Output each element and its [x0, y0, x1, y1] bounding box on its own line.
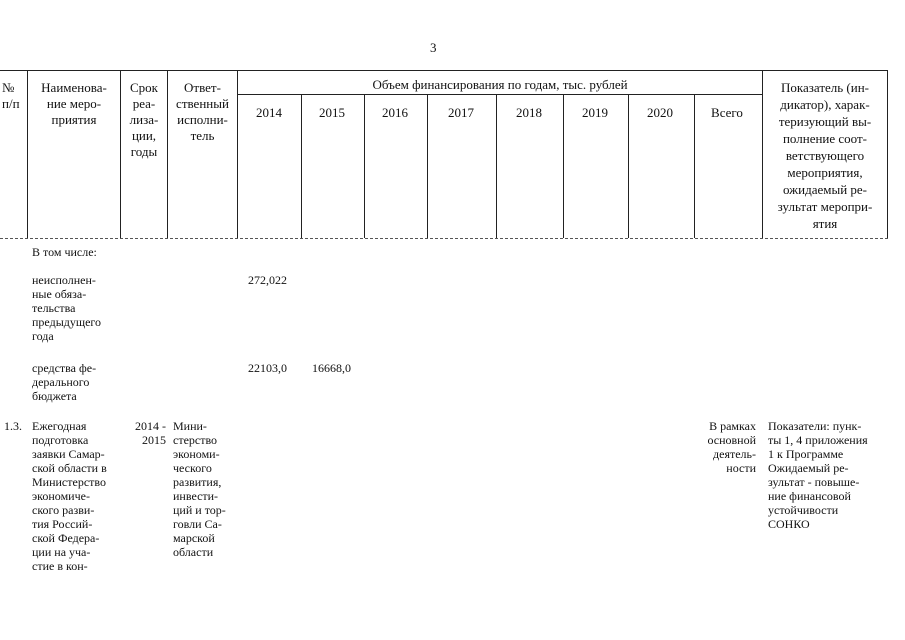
- col-divider-2019: [628, 94, 629, 238]
- funding-subheader-border: [237, 94, 762, 95]
- header-year-2016: 2016: [382, 105, 408, 120]
- item-1-3-number: 1.3.: [4, 419, 22, 433]
- header-year-total: Всего: [711, 105, 743, 120]
- header-year-2019: 2019: [582, 105, 608, 120]
- col-divider-2018: [563, 94, 564, 238]
- in-total-label: В том числе:: [32, 245, 97, 259]
- header-indicator: Показатель (ин- дикатор), харак- теризующий вы- полнение соот- ветствующего мероприятия, ожидаемый ре- зультат меропри- ятия: [777, 80, 873, 231]
- unfulfilled-label: неисполнен- ные обяза- тельства предыдущего года: [32, 273, 102, 343]
- header-funding: Объем финансирования по годам, тыс. рублей: [372, 77, 628, 92]
- item-1-3-executor: Мини- стерство экономи- ческого развития, инвести- ций и тор- говли Са- марской области: [173, 419, 226, 559]
- item-1-3-term: 2014 - 2015: [135, 419, 166, 447]
- header-year-2014: 2014: [256, 105, 282, 120]
- page-number: 3: [430, 40, 437, 55]
- col-divider-right: [887, 70, 888, 238]
- table-top-border: [0, 70, 888, 71]
- col-divider-2016: [427, 94, 428, 238]
- item-1-3-name: Ежегодная подготовка заявки Самар- ской области в Министерство экономиче- ского разви- тия Россий- ской Федера- ции на уча- стие в кон-: [32, 419, 107, 573]
- col-divider-2017: [496, 94, 497, 238]
- header-year-2017: 2017: [448, 105, 474, 120]
- unfulfilled-2014: 272,022: [248, 273, 287, 287]
- item-1-3-indicator: Показатели: пунк- ты 1, 4 приложения 1 к Программе Ожидаемый ре- зультат - повыше- ние финансовой устойчивости СОНКО: [768, 419, 868, 531]
- header-year-2020: 2020: [647, 105, 673, 120]
- header-year-2018: 2018: [516, 105, 542, 120]
- table-header-bottom-border: [0, 238, 888, 239]
- item-1-3-total: В рамках основной деятель- ности: [707, 419, 756, 475]
- federal-2015: 16668,0: [312, 361, 351, 375]
- header-number: № п/п: [2, 80, 20, 111]
- header-term: Срок реа- лиза- ции, годы: [129, 80, 159, 159]
- header-name: Наименова- ние меро- приятия: [41, 80, 107, 127]
- col-divider-2020: [694, 94, 695, 238]
- col-divider-4: [237, 70, 238, 238]
- header-year-2015: 2015: [319, 105, 345, 120]
- federal-label: средства фе- дерального бюджета: [32, 361, 97, 403]
- header-executor: Ответ- ственный исполни- тель: [176, 80, 229, 143]
- federal-2014: 22103,0: [248, 361, 287, 375]
